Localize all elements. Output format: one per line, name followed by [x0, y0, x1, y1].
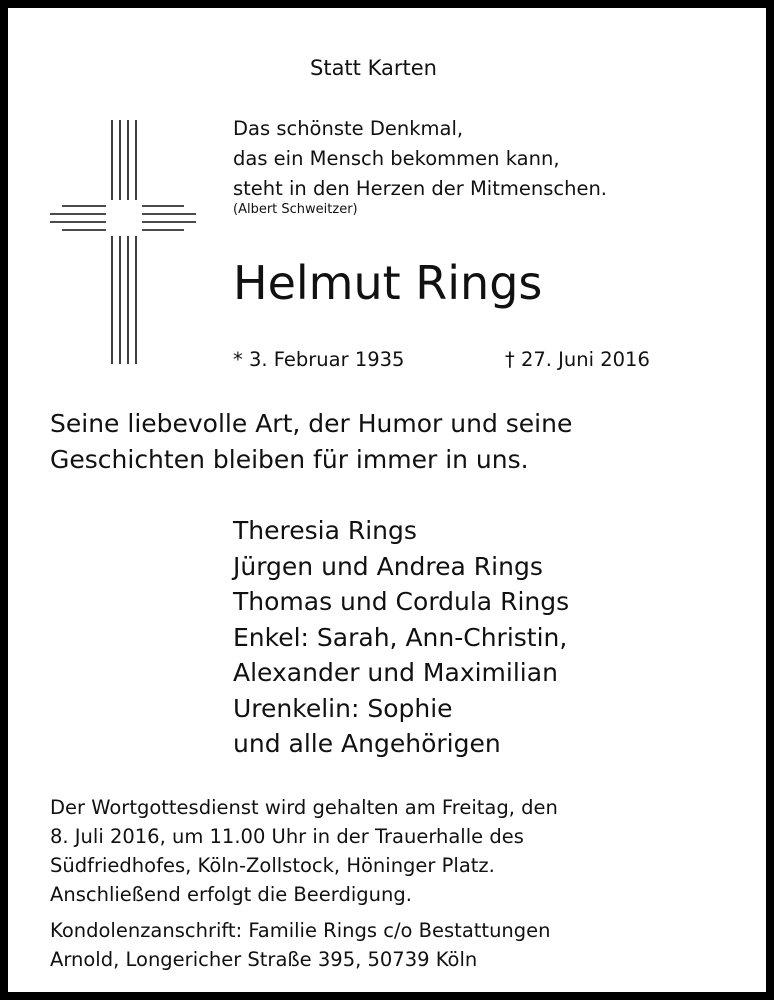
header-text: Statt Karten — [310, 56, 437, 80]
family-line: Urenkelin: Sophie — [233, 693, 453, 723]
service-line: Der Wortgottesdienst wird gehalten am Freitag, den — [50, 796, 558, 819]
service-line: Anschließend erfolgt die Beerdigung. — [50, 883, 412, 906]
birth-date: * 3. Februar 1935 — [233, 348, 405, 371]
quote-line: steht in den Herzen der Mitmenschen. — [233, 177, 608, 200]
deceased-name: Helmut Rings — [233, 256, 543, 310]
family-line: Theresia Rings — [233, 516, 417, 545]
service-info — [50, 793, 558, 909]
tribute-text — [50, 406, 572, 478]
family-list — [233, 513, 569, 762]
quote — [233, 114, 607, 204]
tribute-line: Seine liebevolle Art, der Humor und seine — [50, 409, 573, 438]
family-line: Enkel: Sarah, Ann-Christin, — [233, 622, 568, 652]
family-line: und alle Angehörigen — [233, 729, 501, 758]
condolence-line: Kondolenzanschrift: Familie Rings c/o Bestattungen — [50, 919, 551, 942]
condolence-address — [50, 916, 551, 974]
service-line: 8. Juli 2016, um 11.00 Uhr in der Trauerhalle des — [50, 825, 524, 848]
tribute-line: Geschichten bleiben für immer in uns. — [50, 445, 529, 474]
condolence-line: Arnold, Longericher Straße 395, 50739 Köln — [50, 948, 478, 971]
family-line: Alexander und Maximilian — [233, 658, 558, 687]
cross-icon — [48, 118, 198, 366]
family-line: Thomas und Cordula Rings — [233, 587, 570, 616]
service-line: Südfriedhofes, Köln-Zollstock, Höninger Platz. — [50, 854, 495, 877]
quote-author: (Albert Schweitzer) — [233, 202, 358, 217]
death-date: † 27. Juni 2016 — [505, 348, 650, 371]
family-line: Jürgen und Andrea Rings — [233, 551, 543, 581]
quote-line: das ein Mensch bekommen kann, — [233, 147, 560, 170]
quote-line: Das schönste Denkmal, — [233, 117, 464, 140]
